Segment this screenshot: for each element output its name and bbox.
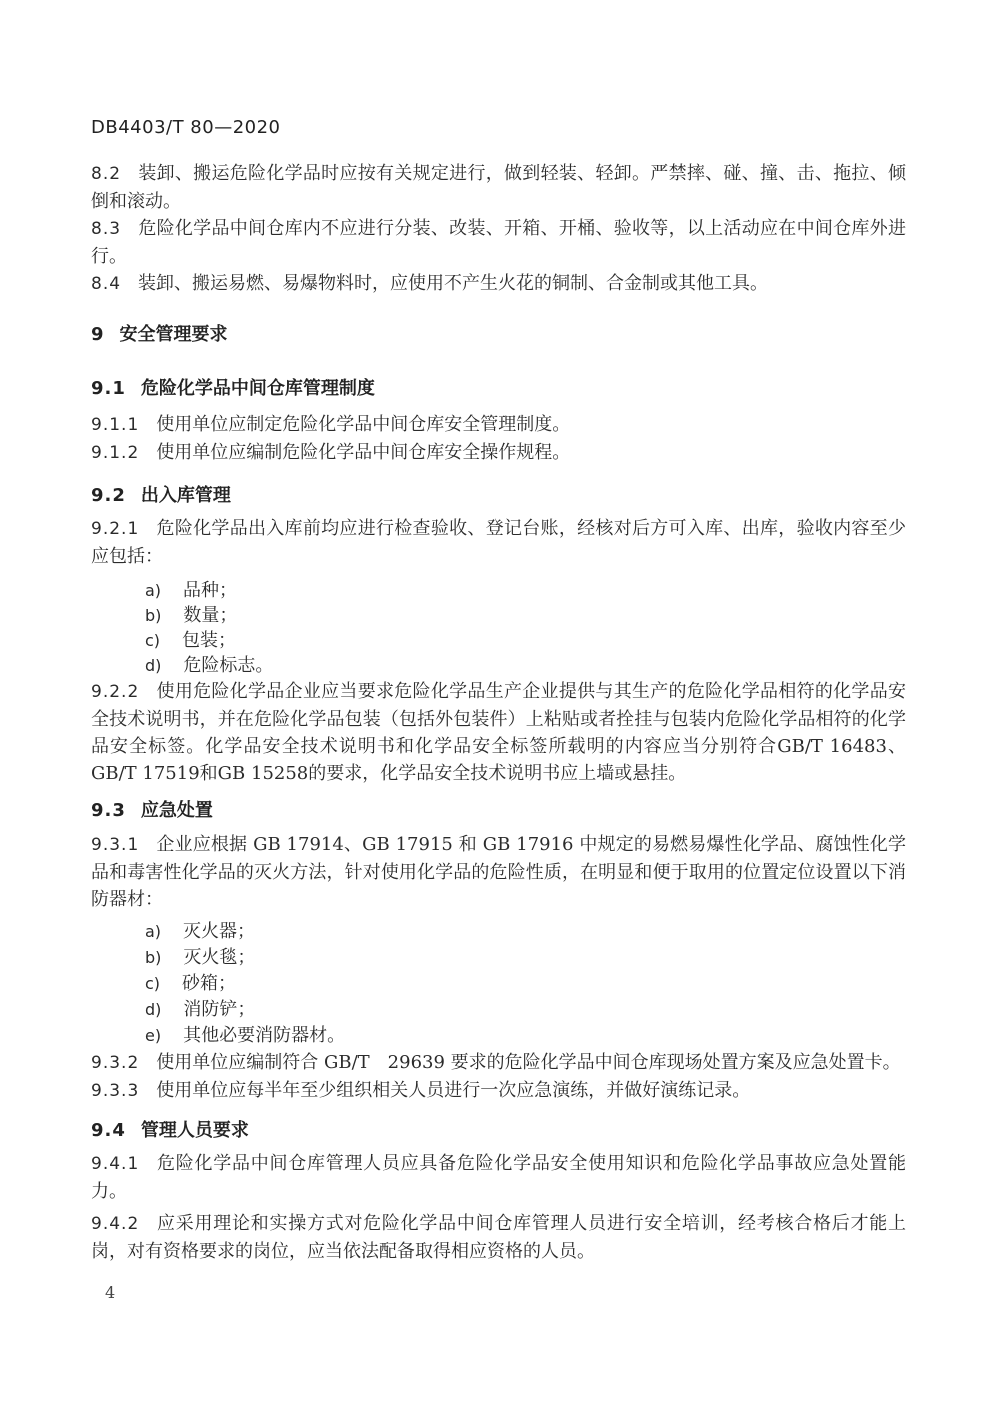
clause-9-1-2-number: 9.1.2 [91, 443, 140, 463]
list-item-marker: a) [145, 581, 162, 600]
clause-9-3-1-number: 9.3.1 [91, 835, 140, 855]
clause-9-2-1-number: 9.2.1 [91, 519, 140, 539]
clause-9-3-2-text: 使用单位应编制符合 GB/T 29639 要求的危险化学品中间仓库现场处置方案及应急处置卡。 [156, 1052, 901, 1073]
list-item-text: 灭火毯； [183, 947, 256, 968]
clause-9-1-1-text: 使用单位应制定危险化学品中间仓库安全管理制度。 [156, 414, 571, 435]
list-item [91, 1023, 906, 1049]
heading-9-3-title: 应急处置 [140, 800, 213, 821]
list-item-marker: c) [145, 974, 161, 993]
clause-8-3-number: 8.3 [91, 219, 122, 239]
clause-9-3-2 [91, 1049, 906, 1077]
list-item-text: 数量； [183, 605, 238, 626]
list-item-text: 砂箱； [182, 973, 237, 994]
heading-9-4-title: 管理人员要求 [140, 1120, 249, 1141]
heading-9-3-number: 9.3 [91, 800, 126, 821]
clause-8-4-text: 装卸、搬运易燃、易爆物料时，应使用不产生火花的铜制、合金制或其他工具。 [138, 273, 769, 294]
list-item [91, 971, 906, 997]
clause-8-2-text: 装卸、搬运危险化学品时应按有关规定进行，做到轻装、轻卸。严禁摔、碰、撞、击、拖拉、倾倒和滚动。 [91, 163, 906, 212]
clause-9-4-1-number: 9.4.1 [91, 1154, 140, 1174]
clause-9-3-1-text: 企业应根据 GB 17914、GB 17915 和 GB 17916 中规定的易燃易爆性化学品、腐蚀性化学品和毒害性化学品的灭火方法，针对使用化学品的危险性质，在明显和便于取用的位置定位设置以下消防器材： [91, 834, 906, 910]
heading-9-number: 9 [91, 324, 105, 345]
clause-9-2-1-text: 危险化学品出入库前均应进行检查验收、登记台账，经核对后方可入库、出库，验收内容至少应包括： [91, 518, 906, 567]
clause-9-1-1-number: 9.1.1 [91, 415, 140, 435]
heading-9-2-number: 9.2 [91, 485, 126, 506]
clause-9-3-3 [91, 1077, 906, 1105]
clause-8-3 [91, 215, 906, 270]
clause-9-2-2-text: 使用危险化学品企业应当要求危险化学品生产企业提供与其生产的危险化学品相符的化学品安全技术说明书，并在危险化学品包装（包括外包装件）上粘贴或者拴挂与包装内危险化学品相符的化学品安全标签。化学品安全技术说明书和化学品安全标签所载明的内容应当分别符合GB/T 16483、GB/T 17519和GB 15258的要求，化学品安全技术说明书应上墙或悬挂。 [91, 681, 906, 784]
heading-9-1-title: 危险化学品中间仓库管理制度 [140, 378, 375, 399]
document-content [91, 117, 906, 1265]
list-item-text: 包装； [182, 630, 237, 651]
clause-9-2-2-number: 9.2.2 [91, 682, 140, 702]
clause-9-3-2-number: 9.3.2 [91, 1053, 140, 1073]
page-number: 4 [105, 1283, 116, 1302]
list-item-marker: e) [145, 1026, 162, 1045]
clause-8-3-text: 危险化学品中间仓库内不应进行分装、改装、开箱、开桶、验收等，以上活动应在中间仓库外进行。 [91, 218, 906, 267]
list-item-marker: b) [145, 606, 162, 625]
clause-8-4 [91, 270, 906, 298]
standard-code-header: DB4403/T 80—2020 [91, 117, 281, 138]
clause-9-2-1 [91, 515, 906, 570]
heading-9-4-number: 9.4 [91, 1120, 126, 1141]
list-item-text: 消防铲； [183, 999, 256, 1020]
list-item-marker: a) [145, 922, 162, 941]
list-9-2-1 [91, 578, 906, 678]
list-item-text: 灭火器； [183, 921, 256, 942]
list-item [91, 997, 906, 1023]
heading-9-2 [91, 482, 906, 509]
heading-9-1-number: 9.1 [91, 378, 126, 399]
clause-8-4-number: 8.4 [91, 274, 122, 294]
list-item [91, 578, 906, 603]
list-item [91, 653, 906, 678]
clause-9-1-2 [91, 439, 906, 467]
list-item-text: 危险标志。 [183, 655, 274, 676]
clause-9-2-2 [91, 678, 906, 787]
clause-9-3-3-number: 9.3.3 [91, 1081, 140, 1101]
list-item [91, 945, 906, 971]
list-item-text: 品种； [183, 580, 238, 601]
heading-9 [91, 321, 906, 348]
clause-9-3-1 [91, 831, 906, 913]
clause-8-2 [91, 160, 906, 215]
list-item-marker: b) [145, 948, 162, 967]
clause-9-3-3-text: 使用单位应每半年至少组织相关人员进行一次应急演练，并做好演练记录。 [156, 1080, 751, 1101]
list-9-3-1 [91, 919, 906, 1049]
heading-9-title: 安全管理要求 [119, 324, 228, 345]
list-item [91, 919, 906, 945]
list-item [91, 628, 906, 653]
list-item-text: 其他必要消防器材。 [183, 1025, 346, 1046]
clause-9-4-2-text: 应采用理论和实操方式对危险化学品中间仓库管理人员进行安全培训，经考核合格后才能上岗，对有资格要求的岗位，应当依法配备取得相应资格的人员。 [91, 1213, 906, 1262]
clause-8-2-number: 8.2 [91, 164, 122, 184]
clause-9-1-1 [91, 411, 906, 439]
list-item-marker: d) [145, 1000, 162, 1019]
clause-9-4-2 [91, 1210, 906, 1265]
heading-9-2-title: 出入库管理 [140, 485, 231, 506]
list-item-marker: c) [145, 631, 161, 650]
list-item [91, 603, 906, 628]
heading-9-4 [91, 1117, 906, 1144]
clause-9-1-2-text: 使用单位应编制危险化学品中间仓库安全操作规程。 [156, 442, 571, 463]
heading-9-1 [91, 375, 906, 402]
list-item-marker: d) [145, 656, 162, 675]
heading-9-3 [91, 797, 906, 824]
clause-9-4-2-number: 9.4.2 [91, 1214, 140, 1234]
clause-9-4-1 [91, 1150, 906, 1205]
clause-9-4-1-text: 危险化学品中间仓库管理人员应具备危险化学品安全使用知识和危险化学品事故应急处置能力。 [91, 1153, 906, 1202]
